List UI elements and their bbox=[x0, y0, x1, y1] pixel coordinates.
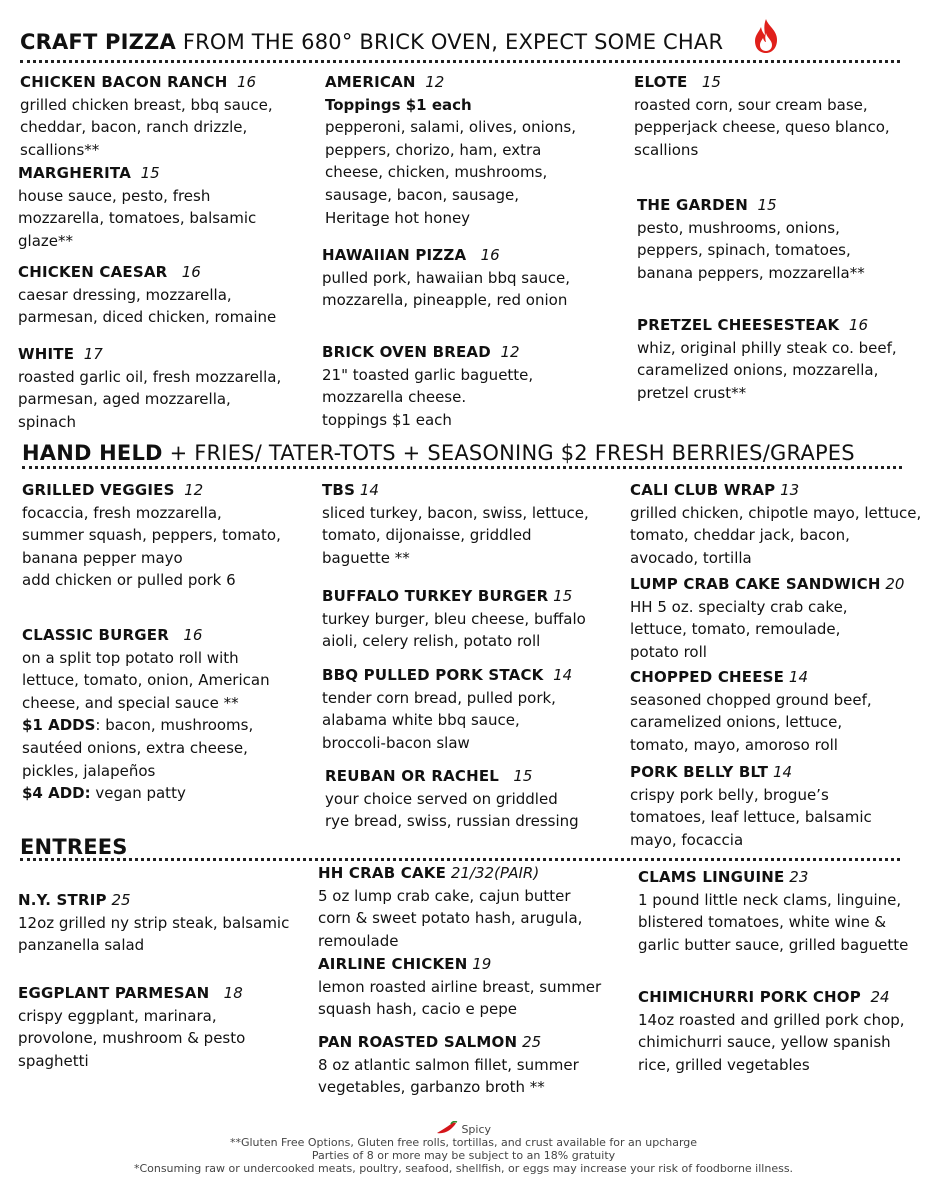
item-description: 21" toasted garlic baguette, mozzarella cheese. toppings $1 each bbox=[322, 365, 534, 429]
menu-item-the-garden bbox=[637, 194, 865, 284]
item-price: 14 bbox=[788, 668, 809, 686]
item-price: 16 bbox=[848, 316, 868, 334]
item-price: 15 bbox=[553, 587, 573, 605]
menu-item-american bbox=[325, 71, 576, 229]
menu-item-grilled-veggies bbox=[22, 479, 281, 592]
item-name: HAWAIIAN PIZZA bbox=[322, 246, 467, 264]
entrees-section-title bbox=[20, 835, 128, 859]
menu-item-lump-crab-cake-sandwich bbox=[630, 573, 904, 663]
item-price: 12 bbox=[184, 481, 204, 499]
gluten-free-note: **Gluten Free Options, Gluten free rolls, tortillas, and crust available for an upcharge bbox=[229, 1136, 698, 1149]
item-description: grilled chicken breast, bbq sauce, cheddar, bacon, ranch drizzle, scallions** bbox=[20, 95, 273, 159]
item-name: REUBAN OR RACHEL bbox=[325, 767, 500, 785]
menu-item-brick-oven-bread bbox=[322, 341, 533, 431]
menu-item-airline-chicken bbox=[318, 953, 601, 1021]
add-label: $4 ADD: bbox=[22, 784, 91, 803]
pizza-title-light: FROM THE 680° BRICK OVEN, EXPECT SOME CHAR bbox=[175, 30, 724, 54]
menu-item-chopped-cheese bbox=[630, 666, 872, 756]
item-description: 12oz grilled ny strip steak, balsamic panzanella salad bbox=[18, 913, 290, 955]
handheld-divider bbox=[22, 466, 902, 469]
item-price: 23 bbox=[789, 868, 809, 886]
item-name: BUFFALO TURKEY BURGER bbox=[322, 587, 549, 605]
item-name: AIRLINE CHICKEN bbox=[318, 955, 468, 973]
entrees-divider bbox=[20, 858, 900, 861]
item-name: EGGPLANT PARMESAN bbox=[18, 984, 210, 1002]
item-description: roasted corn, sour cream base, pepperjack cheese, queso blanco, scallions bbox=[634, 95, 890, 159]
menu-item-hh-crab-cake bbox=[318, 862, 582, 952]
item-name: PRETZEL CHEESESTEAK bbox=[637, 316, 840, 334]
item-price: 20 bbox=[885, 575, 905, 593]
item-description: tender corn bread, pulled pork, alabama white bbq sauce, broccoli-bacon slaw bbox=[322, 688, 556, 752]
item-description: pulled pork, hawaiian bbq sauce, mozzarella, pineapple, red onion bbox=[322, 268, 571, 310]
menu-item-ny-strip bbox=[18, 889, 289, 957]
flame-icon bbox=[752, 18, 780, 54]
menu-item-chicken-bacon-ranch bbox=[20, 71, 273, 161]
item-name: BBQ PULLED PORK STACK bbox=[322, 666, 544, 684]
item-price: 16 bbox=[480, 246, 500, 264]
item-description: whiz, original philly steak co. beef, caramelized onions, mozzarella, pretzel crust** bbox=[637, 338, 897, 402]
menu-item-pan-roasted-salmon bbox=[318, 1031, 579, 1099]
menu-item-tbs bbox=[322, 479, 589, 569]
item-name: CLAMS LINGUINE bbox=[638, 868, 785, 886]
item-name: BRICK OVEN BREAD bbox=[322, 343, 491, 361]
item-name: CHICKEN BACON RANCH bbox=[20, 73, 228, 91]
item-description: focaccia, fresh mozzarella, summer squash, peppers, tomato, banana pepper mayo add chicken or pulled pork 6 bbox=[22, 503, 281, 590]
item-price: 12 bbox=[500, 343, 520, 361]
item-price: 15 bbox=[140, 164, 160, 182]
menu-item-pretzel-cheesesteak bbox=[637, 314, 897, 404]
item-price: 18 bbox=[223, 984, 243, 1002]
item-name: MARGHERITA bbox=[18, 164, 132, 182]
foodborne-illness-note: *Consuming raw or undercooked meats, poultry, seafood, shellfish, or eggs may increase your risk of foodborne illness. bbox=[133, 1162, 794, 1175]
item-price: 14 bbox=[359, 481, 379, 499]
item-name: AMERICAN bbox=[325, 73, 416, 91]
menu-item-chicken-caesar bbox=[18, 261, 276, 329]
item-price: 25 bbox=[111, 891, 131, 909]
item-description: 8 oz atlantic salmon fillet, summer vegetables, garbanzo broth ** bbox=[318, 1055, 579, 1097]
menu-item-clams-linguine bbox=[638, 866, 908, 956]
item-name: CHIMICHURRI PORK CHOP bbox=[638, 988, 861, 1006]
item-description: 1 pound little neck clams, linguine, blistered tomatoes, white wine & garlic butter sauce, grilled baguette bbox=[638, 890, 909, 954]
item-name: CLASSIC BURGER bbox=[22, 626, 169, 644]
handheld-section-title bbox=[22, 441, 855, 465]
chili-pepper-icon bbox=[436, 1121, 458, 1135]
item-description: seasoned chopped ground beef, caramelized onions, lettuce, tomato, mayo, amoroso roll bbox=[630, 690, 872, 754]
item-description: your choice served on griddled rye bread, swiss, russian dressing bbox=[325, 789, 579, 831]
menu-item-buffalo-turkey-burger bbox=[322, 585, 586, 653]
menu-item-margherita bbox=[18, 162, 256, 252]
item-description: caesar dressing, mozzarella, parmesan, diced chicken, romaine bbox=[18, 285, 277, 327]
item-price: 24 bbox=[870, 988, 890, 1006]
item-name: CHOPPED CHEESE bbox=[630, 668, 785, 686]
item-name: LUMP CRAB CAKE SANDWICH bbox=[630, 575, 881, 593]
adds-text: : bacon, mushrooms, sautéed onions, extra cheese, pickles, jalapeños bbox=[22, 716, 254, 780]
item-description: grilled chicken, chipotle mayo, lettuce, tomato, cheddar jack, bacon, avocado, tortilla bbox=[630, 503, 922, 567]
item-name: HH CRAB CAKE bbox=[318, 864, 447, 882]
item-name: TBS bbox=[322, 481, 356, 499]
menu-item-hawaiian-pizza bbox=[322, 244, 570, 312]
item-name: GRILLED VEGGIES bbox=[22, 481, 175, 499]
item-description: HH 5 oz. specialty crab cake, lettuce, tomato, remoulade, potato roll bbox=[630, 597, 848, 661]
item-price: 14 bbox=[553, 666, 573, 684]
spicy-legend bbox=[0, 1121, 927, 1137]
item-price: 19 bbox=[472, 955, 492, 973]
menu-item-eggplant-parmesan bbox=[18, 982, 245, 1072]
item-description: crispy eggplant, marinara, provolone, mushroom & pesto spaghetti bbox=[18, 1006, 246, 1070]
item-name: PORK BELLY BLT bbox=[630, 763, 769, 781]
menu-item-elote bbox=[634, 71, 890, 161]
item-description: pepperoni, salami, olives, onions, peppers, chorizo, ham, extra cheese, chicken, mushrooms, sausage, bacon, sausage, Heritage hot honey bbox=[325, 118, 577, 227]
handheld-title-light: + FRIES/ TATER-TOTS + SEASONING $2 FRESH BERRIES/GRAPES bbox=[162, 441, 855, 465]
item-price: 14 bbox=[773, 763, 793, 781]
pizza-title-bold: CRAFT PIZZA bbox=[20, 30, 176, 54]
item-price: 16 bbox=[183, 626, 203, 644]
item-name: N.Y. STRIP bbox=[18, 891, 107, 909]
menu-item-reuban-or-rachel bbox=[325, 765, 579, 833]
item-description: 14oz roasted and grilled pork chop, chimichurri sauce, yellow spanish rice, grilled vegetables bbox=[638, 1010, 905, 1074]
item-price: 16 bbox=[237, 73, 257, 91]
spicy-label: Spicy bbox=[461, 1123, 492, 1136]
item-description: lemon roasted airline breast, summer squash hash, cacio e pepe bbox=[318, 977, 602, 1019]
item-name: CALI CLUB WRAP bbox=[630, 481, 776, 499]
menu-item-pork-belly-blt bbox=[630, 761, 872, 851]
menu-item-cali-club-wrap bbox=[630, 479, 921, 569]
item-description: turkey burger, bleu cheese, buffalo aioli, celery relish, potato roll bbox=[322, 609, 586, 651]
item-subtitle: Toppings $1 each bbox=[325, 95, 472, 114]
item-description: crispy pork belly, brogue’s tomatoes, leaf lettuce, balsamic mayo, focaccia bbox=[630, 785, 872, 849]
item-price: 15 bbox=[701, 73, 721, 91]
item-price: 17 bbox=[83, 345, 103, 363]
item-price: 12 bbox=[425, 73, 445, 91]
menu-item-bbq-pulled-pork-stack bbox=[322, 664, 572, 754]
item-name: WHITE bbox=[18, 345, 75, 363]
gratuity-note: Parties of 8 or more may be subject to an 18% gratuity bbox=[311, 1149, 616, 1162]
item-name: CHICKEN CAESAR bbox=[18, 263, 168, 281]
item-price: 21/32(PAIR) bbox=[450, 864, 540, 882]
item-price: 15 bbox=[513, 767, 533, 785]
pizza-section-title bbox=[20, 30, 723, 54]
entrees-title-bold: ENTREES bbox=[20, 835, 128, 859]
item-description: pesto, mushrooms, onions, peppers, spinach, tomatoes, banana peppers, mozzarella** bbox=[637, 218, 865, 282]
item-description: sliced turkey, bacon, swiss, lettuce, tomato, dijonaisse, griddled baguette ** bbox=[322, 503, 589, 567]
item-price: 16 bbox=[181, 263, 201, 281]
pizza-divider bbox=[20, 60, 900, 63]
handheld-title-bold: HAND HELD bbox=[22, 441, 163, 465]
item-price: 25 bbox=[522, 1033, 542, 1051]
add-text: vegan patty bbox=[90, 784, 186, 803]
item-name: ELOTE bbox=[634, 73, 688, 91]
four-dollar-add bbox=[22, 782, 270, 805]
menu-item-white bbox=[18, 343, 281, 433]
item-description: 5 oz lump crab cake, cajun butter corn & sweet potato hash, arugula, remoulade bbox=[318, 886, 583, 950]
item-price: 13 bbox=[780, 481, 800, 499]
menu-item-chimichurri-pork-chop bbox=[638, 986, 905, 1076]
menu-item-classic-burger bbox=[22, 624, 270, 805]
item-description: house sauce, pesto, fresh mozzarella, tomatoes, balsamic glaze** bbox=[18, 186, 257, 250]
item-description: roasted garlic oil, fresh mozzarella, parmesan, aged mozzarella, spinach bbox=[18, 367, 282, 431]
adds-label: $1 ADDS bbox=[22, 716, 96, 735]
item-price: 15 bbox=[757, 196, 777, 214]
item-description: on a split top potato roll with lettuce, tomato, onion, American cheese, and special sauce ** bbox=[22, 648, 270, 712]
item-name: PAN ROASTED SALMON bbox=[318, 1033, 518, 1051]
item-name: THE GARDEN bbox=[637, 196, 748, 214]
one-dollar-adds bbox=[22, 714, 270, 782]
